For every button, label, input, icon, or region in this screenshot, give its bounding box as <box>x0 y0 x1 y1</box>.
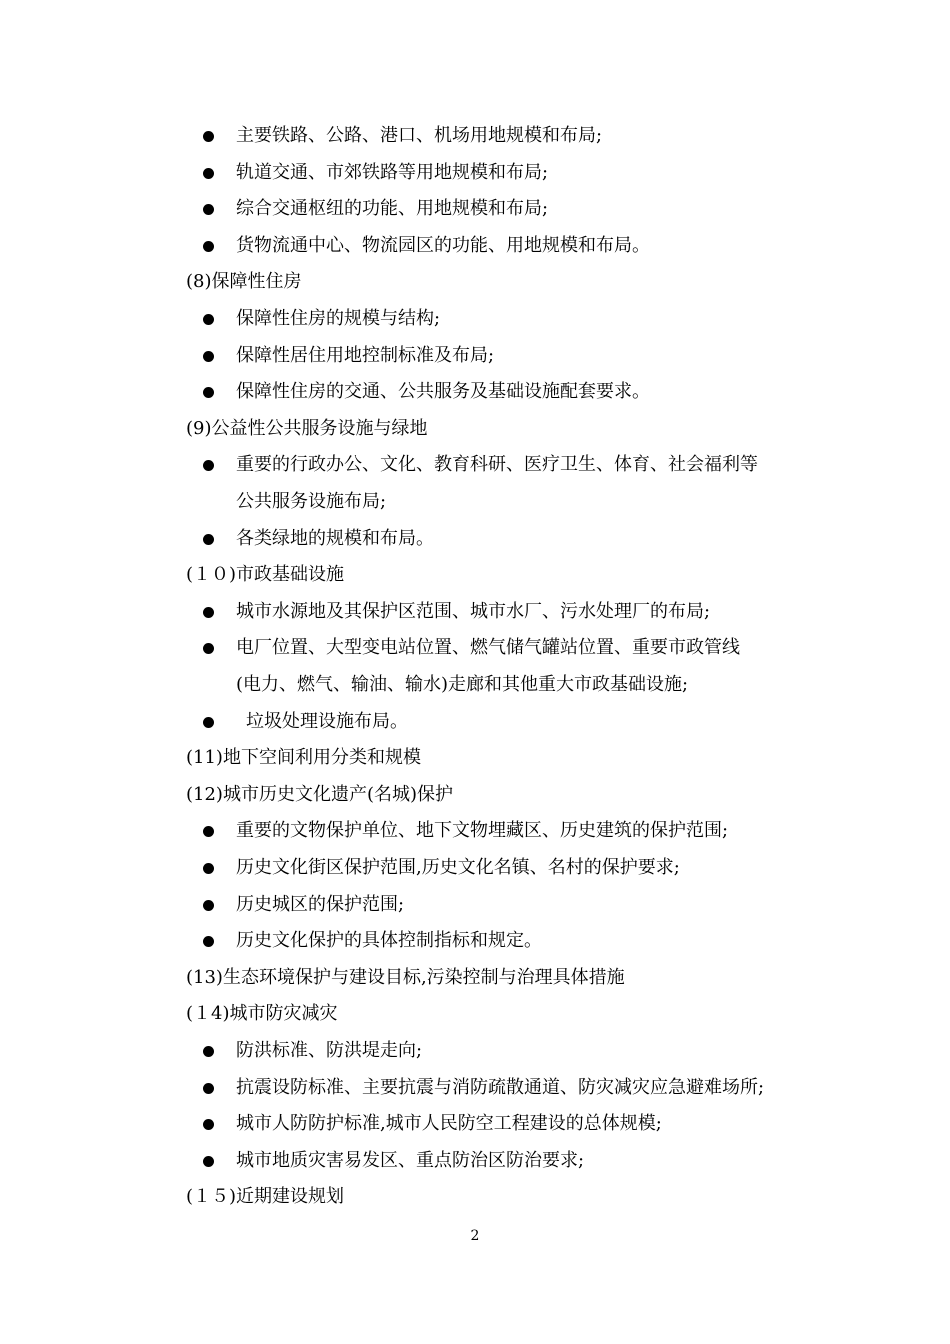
list-item: 垃圾处理设施布局。 <box>246 710 408 732</box>
section-heading: (11)地下空间利用分类和规模 <box>186 747 421 769</box>
list-item: 保障性住房的规模与结构; <box>236 308 441 329</box>
section-heading: (8)保障性住房 <box>186 271 302 293</box>
bullet-icon <box>203 534 214 545</box>
bullet-icon <box>203 168 214 179</box>
bullet-icon <box>203 826 214 837</box>
section-heading: (12)城市历史文化遗产(名城)保护 <box>186 783 453 805</box>
section-heading: (13)生态环境保护与建设目标,污染控制与治理具体措施 <box>186 966 625 988</box>
section-heading: (１５)近期建设规划 <box>186 1186 345 1208</box>
list-item: 主要铁路、公路、港口、机场用地规模和布局; <box>236 125 603 146</box>
bullet-icon <box>203 241 214 252</box>
bullet-icon <box>203 717 214 728</box>
bullet-icon <box>203 607 214 618</box>
list-item: 重要的行政办公、文化、教育科研、医疗卫生、体育、社会福利等 <box>236 454 758 476</box>
bullet-icon <box>203 863 214 874</box>
list-item: 综合交通枢纽的功能、用地规模和布局; <box>236 198 549 220</box>
bullet-icon <box>203 900 214 911</box>
list-item: 各类绿地的规模和布局。 <box>236 527 434 549</box>
bullet-icon <box>203 460 214 471</box>
list-item: 重要的文物保护单位、地下文物埋藏区、历史建筑的保护范围; <box>236 820 729 842</box>
list-item: 防洪标准、防洪堤走向; <box>236 1040 423 1061</box>
list-item: 电厂位置、大型变电站位置、燃气储气罐站位置、重要市政管线 <box>236 637 740 659</box>
bullet-icon <box>203 1119 214 1130</box>
bullet-icon <box>203 351 214 362</box>
list-item: 轨道交通、市郊铁路等用地规模和布局; <box>236 161 549 183</box>
list-item: 城市地质灾害易发区、重点防治区防治要求; <box>236 1149 585 1171</box>
bullet-icon <box>203 314 214 325</box>
section-heading: (9)公益性公共服务设施与绿地 <box>186 417 428 439</box>
bullet-icon <box>203 1046 214 1057</box>
page-number: 2 <box>470 1228 480 1244</box>
bullet-icon <box>203 936 214 947</box>
list-item: 货物流通中心、物流园区的功能、用地规模和布局。 <box>236 234 650 256</box>
bullet-icon <box>203 387 214 398</box>
list-item: 保障性居住用地控制标准及布局; <box>236 344 495 366</box>
list-item: 历史文化保护的具体控制指标和规定。 <box>236 930 542 952</box>
bullet-icon <box>203 131 214 142</box>
section-heading: (１4)城市防灾减灾 <box>186 1003 338 1025</box>
bullet-icon <box>203 643 214 654</box>
section-heading: (１０)市政基础设施 <box>186 564 345 586</box>
list-item: 保障性住房的交通、公共服务及基础设施配套要求。 <box>236 381 650 403</box>
list-item: 历史文化街区保护范围,历史文化名镇、名村的保护要求; <box>236 857 680 878</box>
list-item: 城市水源地及其保护区范围、城市水厂、污水处理厂的布局; <box>236 600 711 622</box>
list-item: 历史城区的保护范围; <box>236 893 405 915</box>
list-item-continuation: (电力、燃气、输油、输水)走廊和其他重大市政基础设施; <box>236 674 689 695</box>
bullet-icon <box>203 1156 214 1167</box>
list-item: 城市人防防护标准,城市人民防空工程建设的总体规模; <box>236 1113 662 1135</box>
list-item-continuation: 公共服务设施布局; <box>236 491 387 512</box>
list-item: 抗震设防标准、主要抗震与消防疏散通道、防灾减灾应急避难场所; <box>236 1076 765 1098</box>
bullet-icon <box>203 1083 214 1094</box>
bullet-icon <box>203 204 214 215</box>
